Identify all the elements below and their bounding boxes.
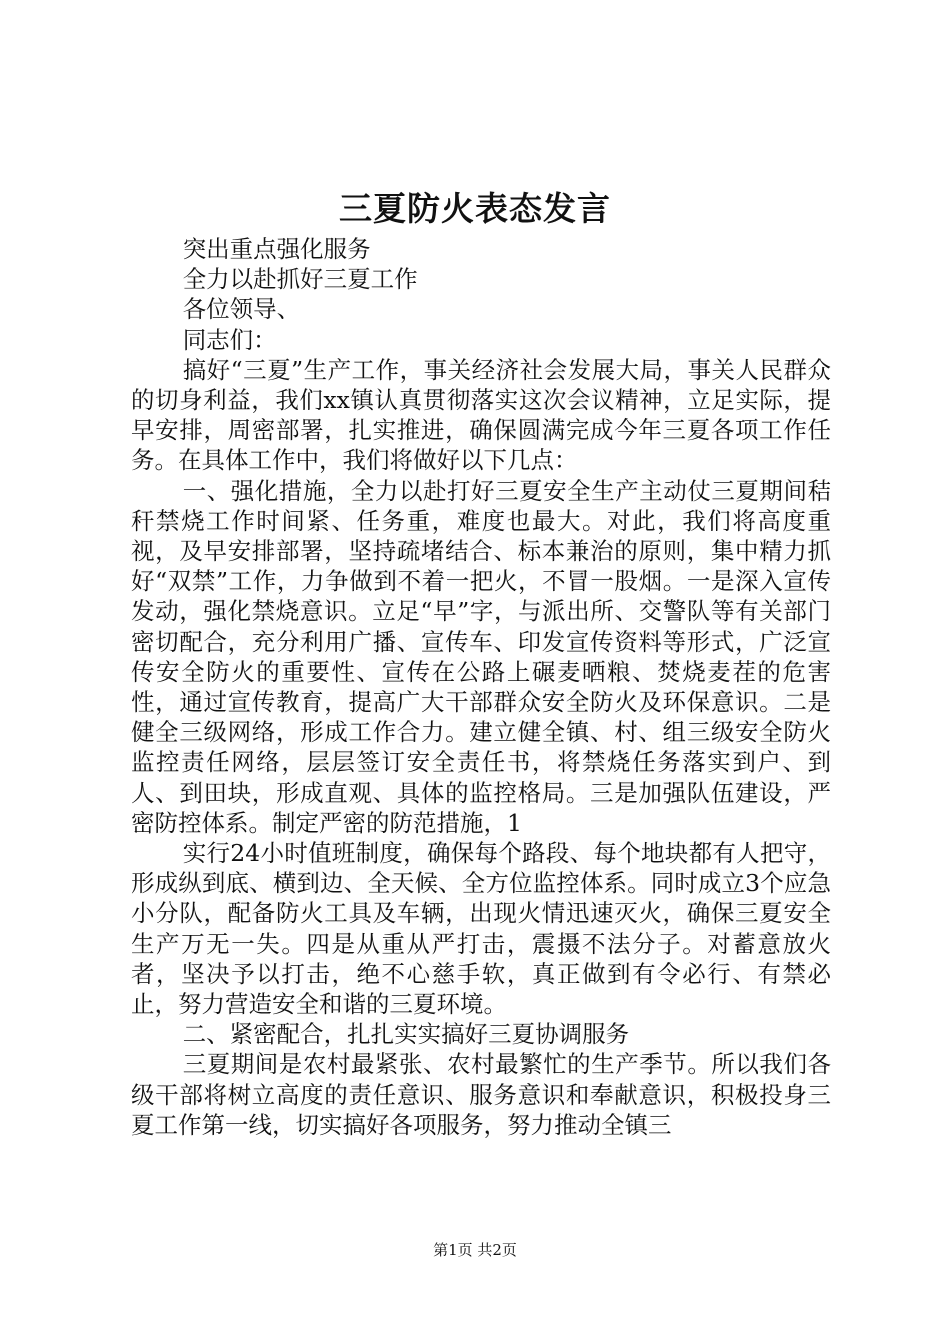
paragraph: 实行24小时值班制度，确保每个路段、每个地块都有人把守，形成纵到底、横到边、全天候、全方位监控体系。同时成立3个应急小分队，配备防火工具及车辆，出现火情迅速灭火，确保三夏安全生产万无一失。四是从重从严打击，震摄不法分子。对蓄意放火者，坚决予以打击，绝不心慈手软，真正做到有令必行、有禁必止，努力营造安全和谐的三夏环境。 xyxy=(131,839,831,1019)
paragraph: 三夏期间是农村最紧张、农村最繁忙的生产季节。所以我们各级干部将树立高度的责任意识、服务意识和奉献意识，积极投身三夏工作第一线，切实搞好各项服务，努力推动全镇三 xyxy=(131,1050,831,1139)
paragraph: 二、紧密配合，扎扎实实搞好三夏协调服务 xyxy=(182,1020,630,1049)
paragraph: 全力以赴抓好三夏工作 xyxy=(182,265,418,294)
paragraph: 突出重点强化服务 xyxy=(182,235,371,263)
document-title: 三夏防火表态发言 xyxy=(339,189,611,228)
page-number-footer: 第1页 共2页 xyxy=(433,1241,517,1259)
paragraph: 一、强化措施，全力以赴打好三夏安全生产主动仗三夏期间秸秆禁烧工作时间紧、任务重，难度也最大。对此，我们将高度重视，及早安排部署，坚持疏堵结合、标本兼治的原则，集中精力抓好“双禁”工作，力争做到不着一把火，不冒一股烟。一是深入宣传发动，强化禁烧意识。立足“早”字，与派出所、交警队等有关部门密切配合，充分利用广播、宣传车、印发宣传资料等形式，广泛宣传安全防火的重要性、宣传在公路上碾麦晒粮、焚烧麦茬的危害性，通过宣传教育，提高广大干部群众安全防火及环保意识。二是健全三级网络，形成工作合力。建立健全镇、村、组三级安全防火监控责任网络，层层签订安全责任书，将禁烧任务落实到户、到人、到田块，形成直观、具体的监控格局。三是加强队伍建设，严密防控体系。制定严密的防范措施，1 xyxy=(131,476,831,837)
document-body xyxy=(131,234,831,1140)
paragraph: 同志们： xyxy=(182,325,277,354)
paragraph: 各位领导、 xyxy=(182,295,301,324)
paragraph: 搞好“三夏”生产工作，事关经济社会发展大局，事关人民群众的切身利益，我们xx镇认真贯彻落实这次会议精神，立足实际，提早安排，周密部署，扎实推进，确保圆满完成今年三夏各项工作任务。在具体工作中，我们将做好以下几点： xyxy=(131,355,831,475)
